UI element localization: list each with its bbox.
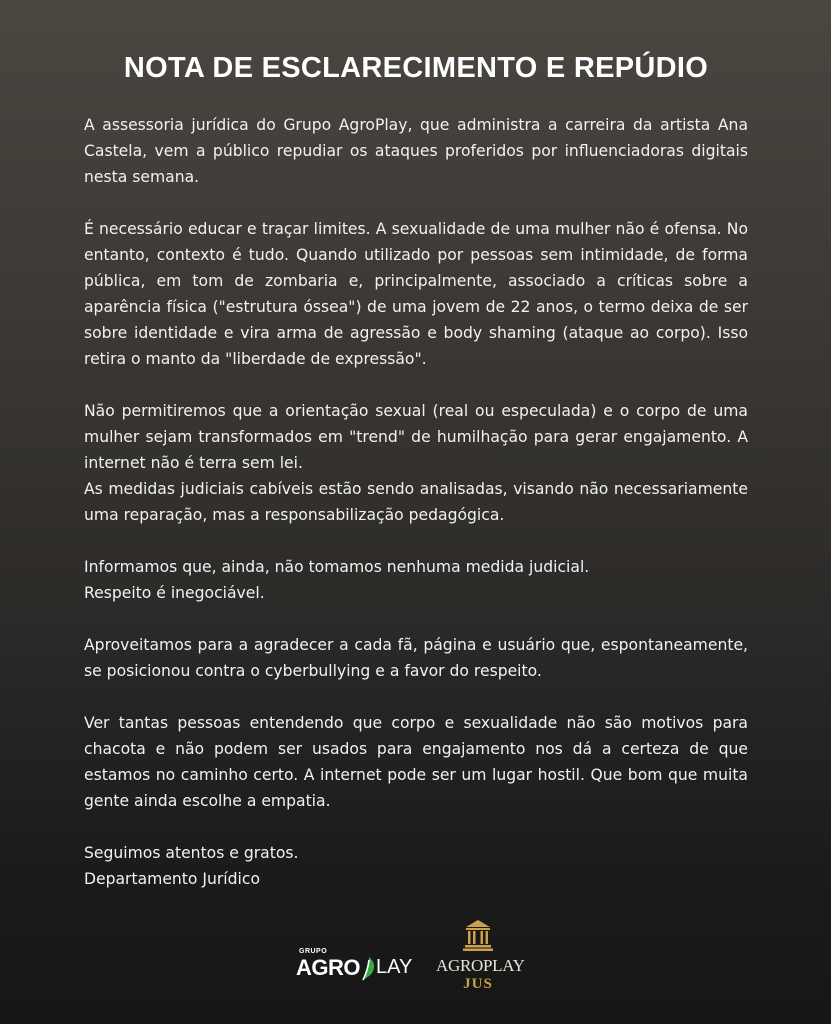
lay-label: LAY xyxy=(376,956,413,978)
footer-logos xyxy=(0,918,831,1008)
grupo-label: GRUPO xyxy=(299,948,328,955)
closing-line: Seguimos atentos e gratos. xyxy=(84,844,299,862)
grupo-agroplay-logo xyxy=(296,946,411,986)
agroplay-jus-name: AGROPLAY xyxy=(436,956,525,975)
paragraph-measures-line-1: Não permitiremos que a orientação sexual (real ou especulada) e o corpo de uma mulher sejam transformados em "trend" de humilhação para gerar engajamento. A internet não é terra sem lei. xyxy=(84,402,748,472)
note-title: NOTA DE ESCLARECIMENTO E REPÚDIO xyxy=(123,52,709,84)
paragraph-intro: A assessoria jurídica do Grupo AgroPlay, que administra a carreira da artista Ana Castela, vem a público repudiar os ataques proferidos por influenciadoras digitais nesta semana. xyxy=(84,116,748,186)
courthouse-icon xyxy=(460,918,496,952)
department-signature: Departamento Jurídico xyxy=(84,870,260,888)
note-document xyxy=(84,52,748,918)
paragraph-empathy: Ver tantas pessoas entendendo que corpo e sexualidade não são motivos para chacota e não podem ser usados para engajamento nos dá a certeza de que estamos no caminho certo. A internet pode ser um lugar hostil. Que bom que muita gente ainda escolhe a empatia. xyxy=(84,714,748,810)
paragraph-thanks: Aproveitamos para a agradecer a cada fã, página e usuário que, espontaneamente, se posicionou contra o cyberbullying e a favor do respeito. xyxy=(84,636,748,680)
signature-block xyxy=(84,840,748,892)
paragraph-context: É necessário educar e traçar limites. A sexualidade de uma mulher não é ofensa. No entanto, contexto é tudo. Quando utilizado por pessoas sem intimidade, de forma pública, em tom de zombaria e, principalmente, associado a críticas sobre a aparência física ("estrutura óssea") de uma jovem de 22 anos, o termo deixa de ser sobre identidade e vira arma de agressão e body shaming (ataque ao corpo). Isso retira o manto da "liberdade de expressão". xyxy=(84,220,748,368)
paragraph-info-line-1: Informamos que, ainda, não tomamos nenhuma medida judicial. xyxy=(84,558,590,576)
paragraph-measures-line-2: As medidas judiciais cabíveis estão sendo analisadas, visando não necessariamente uma reparação, mas a responsabilização pedagógica. xyxy=(84,480,748,524)
paragraph-info-line-2: Respeito é inegociável. xyxy=(84,584,265,602)
paragraph-measures xyxy=(84,398,748,528)
agroplay-jus-logo xyxy=(436,918,526,1000)
agro-label: AGRO xyxy=(296,955,360,980)
paragraph-info xyxy=(84,554,748,606)
jus-label: JUS xyxy=(463,976,493,992)
